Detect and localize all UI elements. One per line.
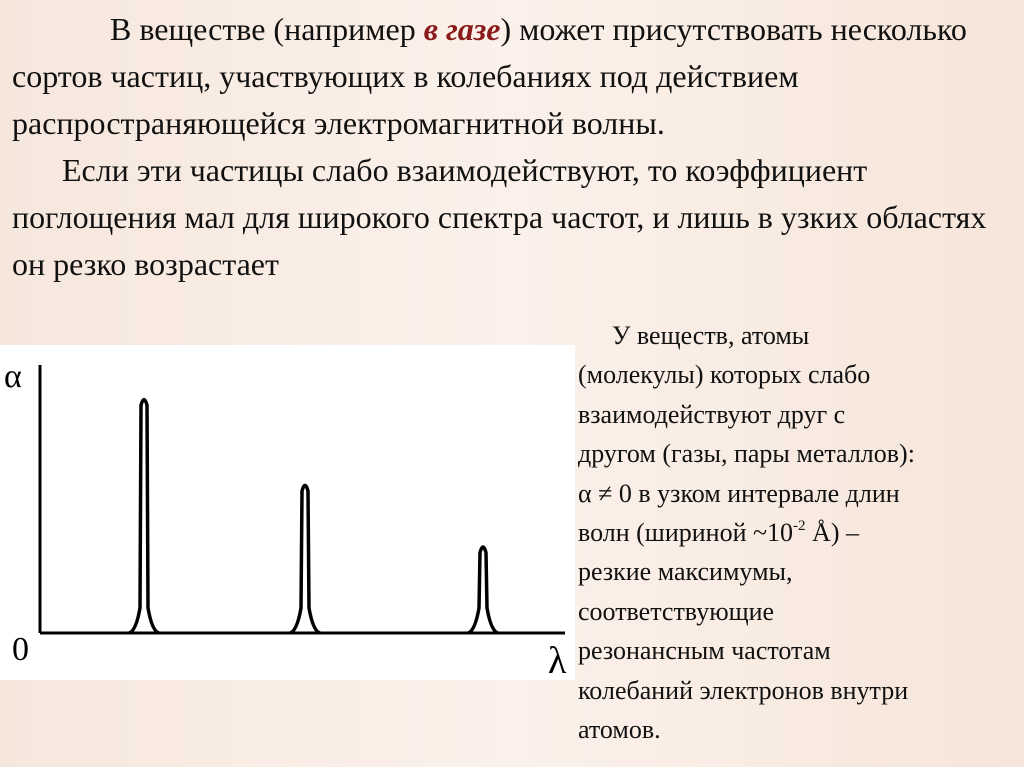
intro-text-end: ) может присутствовать несколько сортов частиц, участвующих в колебаниях под действием распространяющейся электромагнитной волны. bbox=[12, 11, 967, 141]
side-line-3: взаимодействуют друг с bbox=[578, 399, 846, 429]
highlight-in-gas: в газе bbox=[423, 11, 501, 47]
side-paragraph bbox=[578, 316, 1018, 749]
intro-paragraph bbox=[12, 6, 1012, 288]
side-line-6b: Å) – bbox=[805, 518, 859, 548]
second-paragraph: Если эти частицы слабо взаимодействуют, то коэффициент поглощения мал для широкого спектра частот, и лишь в узких областях он резко возрастает bbox=[12, 152, 987, 282]
side-line-8: соответствующие bbox=[578, 596, 775, 626]
side-line-10: колебаний электронов внутри bbox=[578, 675, 909, 705]
side-line-1: У веществ, атомы bbox=[612, 321, 810, 350]
spectrum-peak-1 bbox=[129, 400, 159, 633]
spectrum-peak-3 bbox=[468, 547, 498, 633]
intro-text-start: В веществе (например bbox=[110, 11, 424, 47]
origin-label: 0 bbox=[12, 631, 29, 668]
y-axis-label: α bbox=[4, 358, 22, 395]
side-line-2: (молекулы) которых слабо bbox=[578, 360, 871, 390]
side-line-4: другом (газы, пары металлов): bbox=[578, 439, 915, 469]
peaks-group bbox=[129, 400, 498, 633]
side-line-9: резонансным частотам bbox=[578, 636, 831, 666]
side-line-11: атомов. bbox=[578, 715, 661, 745]
side-line-6a: волн (шириной ~10 bbox=[578, 518, 794, 548]
side-line-5: α ≠ 0 в узком интервале длин bbox=[578, 478, 900, 508]
absorption-spectrum-chart bbox=[0, 345, 575, 680]
chart-svg bbox=[0, 345, 575, 680]
side-line-7: резкие максимумы, bbox=[578, 557, 793, 587]
side-line-6-exponent: -2 bbox=[793, 518, 806, 535]
spectrum-peak-2 bbox=[290, 485, 320, 633]
x-axis-label: λ bbox=[548, 640, 567, 680]
